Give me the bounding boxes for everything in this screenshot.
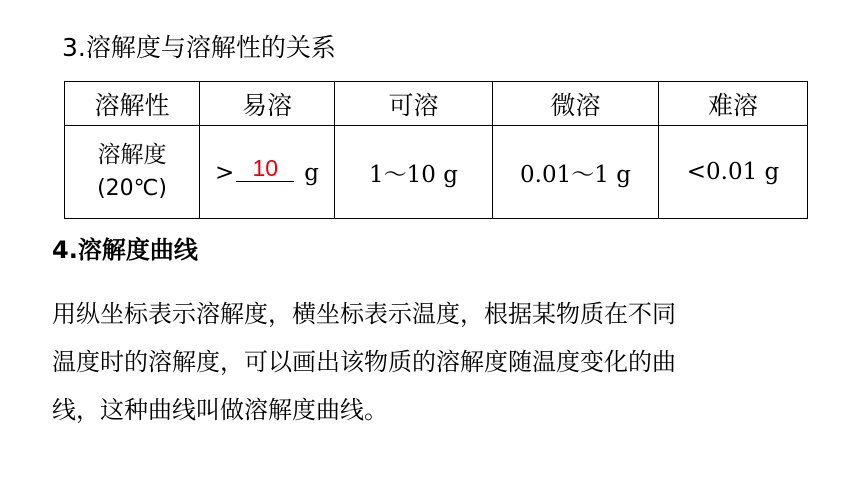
paragraph-line-3: 线，这种曲线叫做溶解度曲线。 — [52, 396, 388, 424]
solubility-curve-paragraph — [52, 290, 812, 434]
header-cell-soluble: 可溶 — [335, 82, 493, 126]
header-cell-slightly-soluble: 微溶 — [493, 82, 659, 126]
cell-insoluble: <0.01 g — [659, 126, 808, 219]
header-cell-insoluble: 难溶 — [659, 82, 808, 126]
table-header-row — [65, 82, 808, 126]
fill-blank-answer: 10 — [236, 155, 294, 182]
row-header-label: 溶解度 — [97, 142, 167, 168]
solubility-table — [64, 81, 808, 219]
section-4-title: 4.溶解度曲线 — [52, 236, 198, 264]
paragraph-line-2: 温度时的溶解度，可以画出该物质的溶解度随温度变化的曲 — [52, 348, 676, 376]
table-data-row — [65, 126, 808, 219]
cell-easily-soluble — [200, 126, 335, 219]
row-header-condition: (20℃) — [97, 176, 167, 201]
paragraph-line-1: 用纵坐标表示溶解度，横坐标表示温度，根据某物质在不同 — [52, 300, 676, 328]
header-cell-solubility-class: 溶解性 — [65, 82, 200, 126]
header-cell-easily-soluble: 易溶 — [200, 82, 335, 126]
section-3-title: 3.溶解度与溶解性的关系 — [62, 33, 336, 62]
easy-unit: g — [304, 159, 319, 186]
easy-prefix: > — [214, 159, 235, 186]
cell-soluble: 1～10 g — [335, 126, 493, 219]
row-header-cell — [65, 126, 200, 219]
cell-slightly-soluble: 0.01～1 g — [493, 126, 659, 219]
